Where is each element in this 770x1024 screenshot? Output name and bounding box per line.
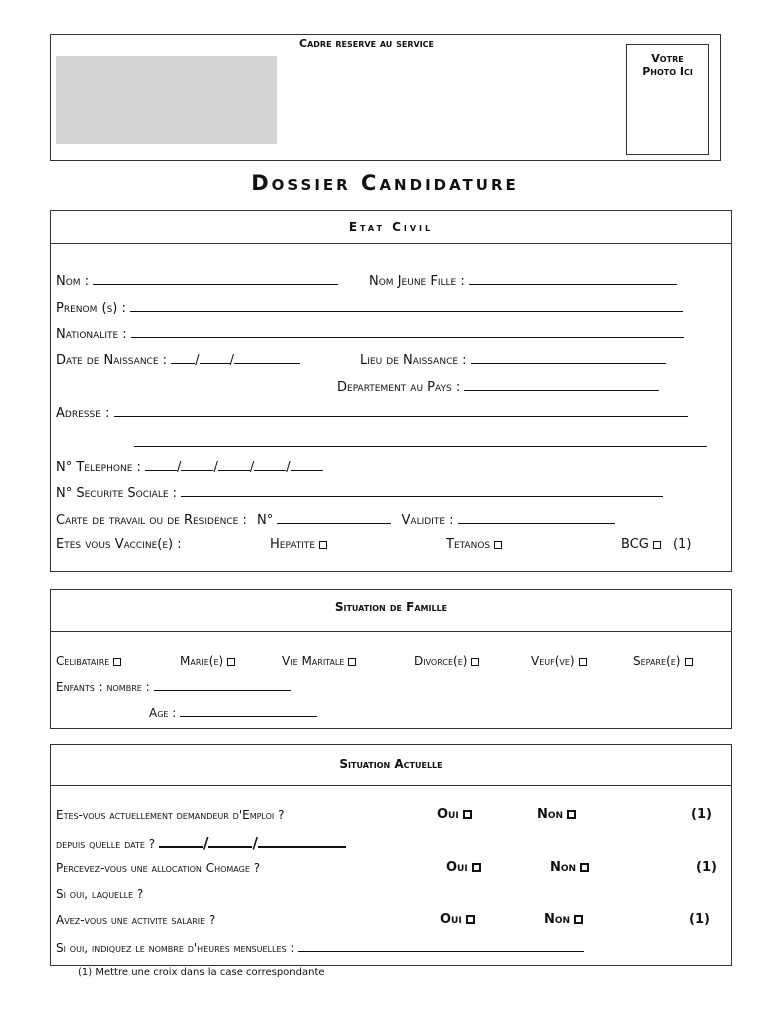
q2-oui-label: Oui [446,860,468,875]
divorce-checkbox[interactable] [471,658,479,666]
tel-part-3[interactable] [218,458,250,471]
vaccine-label: Etes vous Vaccine(e) : [56,537,182,552]
bcg-footnote-ref: (1) [672,537,692,552]
q-activite-label: Avez-vous une activite salarie ? [56,913,216,927]
q2-oui-checkbox[interactable] [472,863,481,872]
enfants-age-label: Age : [149,706,177,720]
etat-civil-heading: Etat Civil [348,220,434,234]
situation-famille-section [50,589,732,729]
birth-year-field[interactable] [234,351,300,364]
adresse-field-2[interactable] [134,434,707,447]
hepatite-checkbox[interactable] [319,541,327,549]
q3-non-checkbox[interactable] [574,915,583,924]
q2-non-checkbox[interactable] [580,863,589,872]
tel-part-5[interactable] [291,458,323,471]
celibataire-label: Celibataire [56,654,110,668]
situation-famille-heading: Situation de Famille [334,600,448,614]
veuf-checkbox[interactable] [579,658,587,666]
bcg-checkbox[interactable] [653,541,661,549]
nom-jeune-fille-label: Nom Jeune Fille : [369,274,465,289]
service-reserved-area [56,56,277,144]
departement-field[interactable] [464,378,659,391]
q1-non-checkbox[interactable] [567,810,576,819]
divorce-label: Divorce(e) [414,654,468,668]
situation-actuelle-heading: Situation Actuelle [339,757,443,771]
nom-field[interactable] [93,272,338,285]
date-naissance-label: Date de Naissance : [56,353,168,368]
vie-maritale-checkbox[interactable] [348,658,356,666]
service-label: Cadre reserve au service [299,37,435,50]
q3-oui-label: Oui [440,912,462,927]
depuis-month-field[interactable] [208,834,252,848]
q-heures-label: Si oui, indiquez le nombre d'heures mensuelles : [56,941,295,955]
celibataire-checkbox[interactable] [113,658,121,666]
numero-label: N° [257,513,274,528]
securite-sociale-label: N° Securite Sociale : [56,486,178,501]
telephone-label: N° Telephone : [56,460,141,475]
validite-field[interactable] [458,511,615,524]
marie-checkbox[interactable] [227,658,235,666]
veuf-label: Veuf(ve) [531,654,575,668]
q2-footnote-ref: (1) [696,860,717,875]
tel-part-1[interactable] [145,458,177,471]
prenom-field[interactable] [130,299,683,312]
service-frame [50,34,721,161]
prenom-label: Prenom (s) : [56,301,126,316]
nationalite-label: Nationalite : [56,327,127,342]
q3-oui-checkbox[interactable] [466,915,475,924]
q-depuis-label: depuis quelle date ? [56,837,156,851]
lieu-naissance-label: Lieu de Naissance : [360,353,467,368]
marie-label: Marie(e) [180,654,224,668]
q-demandeur-label: Etes-vous actuellement demandeur d'Emploi ? [56,808,285,822]
q-laquelle-label: Si oui, laquelle ? [56,887,144,901]
enfants-nombre-field[interactable] [154,679,291,691]
q2-non-label: Non [550,860,577,875]
q-allocation-label: Percevez-vous une allocation Chomage ? [56,861,261,875]
hepatite-label: Hepatite [270,537,316,552]
vie-maritale-label: Vie Maritale [282,654,345,668]
adresse-label: Adresse : [56,406,110,421]
page-title: Dossier Candidature [251,171,519,195]
carte-travail-label: Carte de travail ou de Residence : [56,513,247,528]
q1-oui-checkbox[interactable] [463,810,472,819]
nom-label: Nom : [56,274,90,289]
birth-day-field[interactable] [171,351,195,364]
q1-oui-label: Oui [437,807,459,822]
lieu-naissance-field[interactable] [471,351,666,364]
q1-non-label: Non [537,807,564,822]
bcg-label: BCG [621,537,649,552]
departement-label: Departement au Pays : [337,380,461,395]
q1-footnote-ref: (1) [691,807,712,822]
photo-label-2: Photo Ici [642,65,693,78]
depuis-day-field[interactable] [159,834,203,848]
carte-numero-field[interactable] [277,511,391,524]
q3-non-label: Non [544,912,571,927]
q3-footnote-ref: (1) [689,912,710,927]
enfants-nombre-label: Enfants : nombre : [56,680,150,694]
etat-civil-section: Etat Civil Nom : Nom Jeune Fille : Prenom (s) : Nationalite : Date de Naissance : / / Lieu de Naissance : Departement au Pays : Adresse : N° Telephone : / / / / N° Securite Sociale : Carte de travail ou de Residence : N° Validite : Etes vous Vaccine(e) : Hepatite Tetanos BCG (1) [50,210,732,572]
validite-label: Validite : [401,513,454,528]
tetanos-label: Tetanos [446,537,491,552]
photo-label-1: Votre [651,52,684,65]
situation-actuelle-section: Situation Actuelle Etes-vous actuellement demandeur d'Emploi ? Oui Non (1) depuis quelle date ? / / Percevez-vous une allocation Chomage ? Oui Non (1) Si oui, laquelle ? Avez-vous une activite salarie ? Oui Non (1) Si oui, indiquez le nombre d'heures mensuelles : [50,744,732,966]
separe-label: Separe(e) [633,654,681,668]
adresse-field-1[interactable] [114,404,688,417]
tel-part-4[interactable] [254,458,286,471]
nationalite-field[interactable] [131,325,684,338]
depuis-year-field[interactable] [258,834,346,848]
enfants-age-field[interactable] [180,705,317,717]
footnote: (1) Mettre une croix dans la case correspondante [78,967,325,978]
nom-jeune-fille-field[interactable] [469,272,677,285]
birth-month-field[interactable] [200,351,230,364]
separe-checkbox[interactable] [685,658,693,666]
tel-part-2[interactable] [181,458,213,471]
tetanos-checkbox[interactable] [494,541,502,549]
securite-sociale-field[interactable] [181,484,663,497]
heures-field[interactable] [298,939,584,952]
photo-box[interactable] [626,44,709,155]
